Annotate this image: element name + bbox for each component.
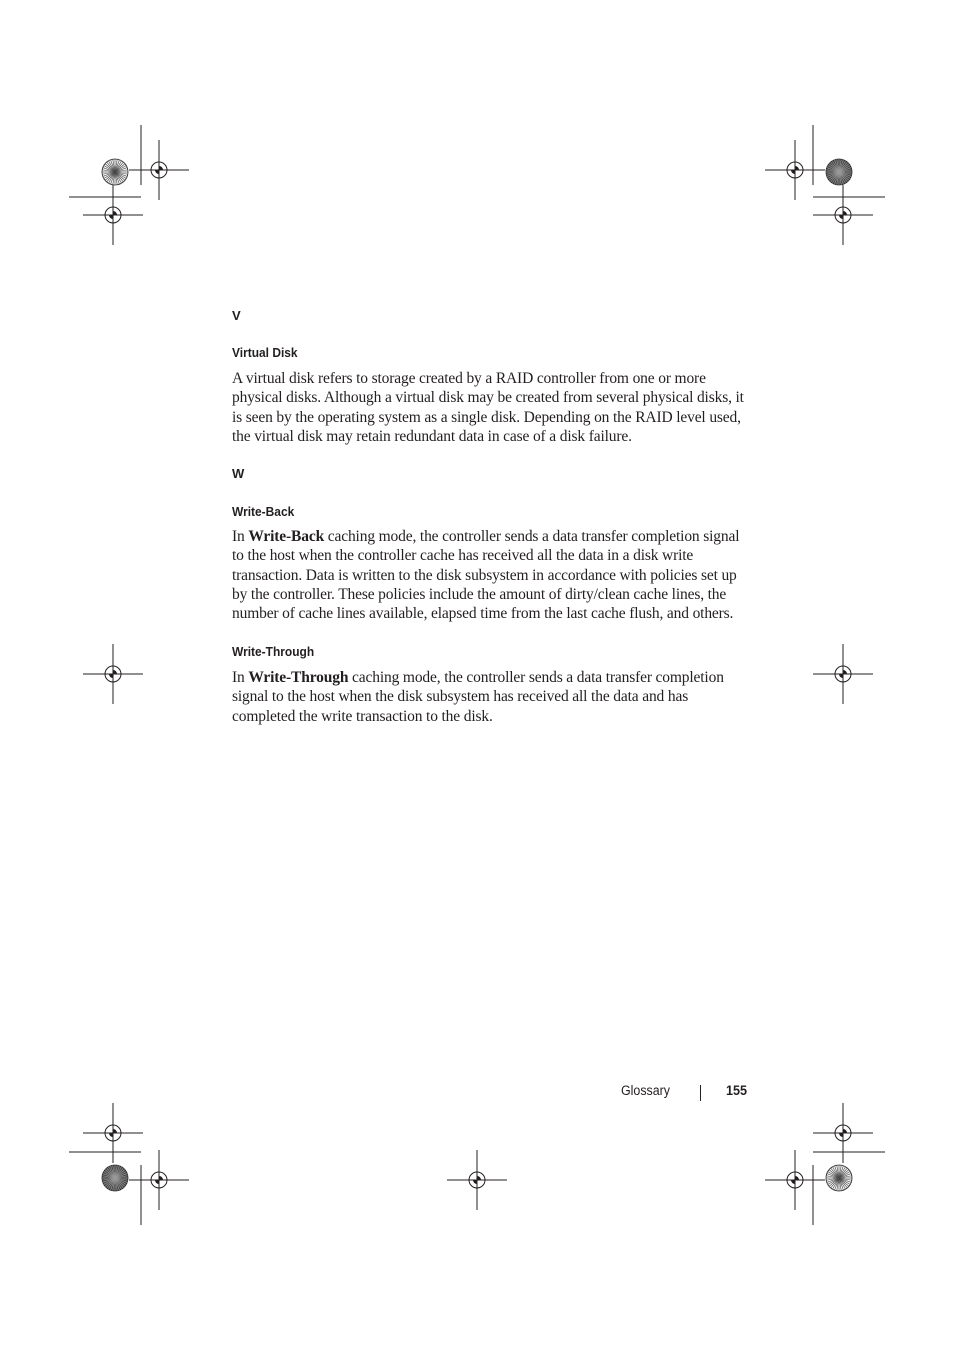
- footer-divider: [700, 1085, 701, 1101]
- registration-target-fill: [109, 670, 117, 678]
- term-write-through: Write-Through: [232, 644, 315, 659]
- color-bar-starburst-icon: [826, 1165, 852, 1191]
- section-letter-v: V: [232, 308, 241, 323]
- color-bar-starburst-icon: [826, 159, 852, 185]
- footer-chapter-label: Glossary: [621, 1083, 671, 1098]
- definition-write-through: [232, 668, 747, 726]
- registration-target-fill: [473, 1176, 481, 1184]
- definition-write-back: [232, 527, 747, 623]
- footer-page-number: 155: [726, 1082, 748, 1098]
- definition-prefix: In: [232, 528, 249, 545]
- term-write-back: Write-Back: [232, 504, 295, 519]
- registration-target-fill: [839, 670, 847, 678]
- definition-bold-term: Write-Back: [248, 528, 325, 545]
- registration-target-fill: [109, 1129, 117, 1137]
- definition-virtual-disk: A virtual disk refers to storage created by a RAID controller from one or more physical disks. Although a virtual disk may be created from several physical disks, it is seen by the operating system as a single disk. Depending on the RAID level used, the virtual disk may retain redundant data in case of a disk failure.: [232, 370, 744, 445]
- registration-target-fill: [155, 1176, 163, 1184]
- registration-target-fill: [791, 166, 799, 174]
- registration-target-fill: [839, 211, 847, 219]
- registration-target-fill: [155, 166, 163, 174]
- section-letter-w: W: [232, 466, 245, 481]
- registration-target-fill: [791, 1176, 799, 1184]
- registration-target-fill: [109, 211, 117, 219]
- term-virtual-disk: Virtual Disk: [232, 345, 298, 360]
- definition-bold-term: Write-Through: [248, 669, 349, 686]
- definition-rest: caching mode, the controller sends a data transfer completion signal to the host when the disk subsystem has received all the data and has completed the write transaction to the disk.: [232, 669, 724, 725]
- color-bar-starburst-icon: [102, 159, 128, 185]
- definition-prefix: In: [232, 669, 249, 686]
- registration-target-fill: [839, 1129, 847, 1137]
- definition-rest: caching mode, the controller sends a data transfer completion signal to the host when the controller cache has received all the data in a disk write transaction. Data is written to the disk subsystem in accordance with policies set up by the controller. These policies include the amount of dirty/clean cache lines, the number of cache lines available, elapsed time from the last cache flush, and others.: [232, 528, 740, 623]
- color-bar-starburst-icon: [102, 1165, 128, 1191]
